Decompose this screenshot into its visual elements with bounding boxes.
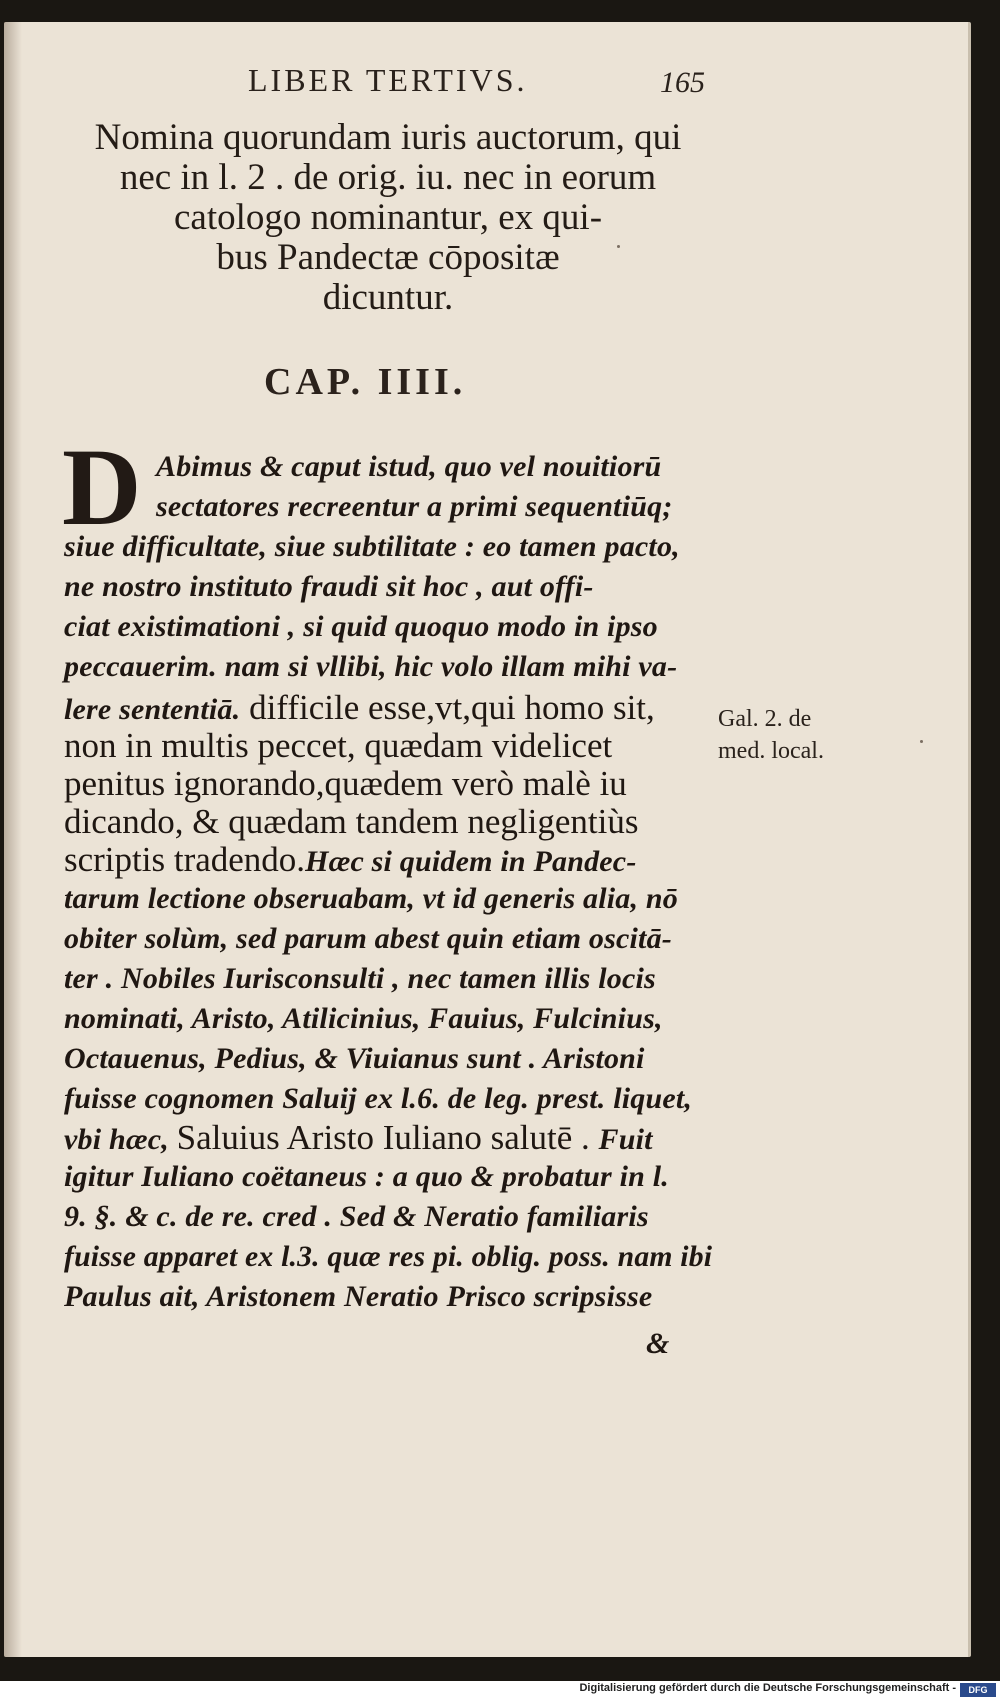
body-line: [64, 802, 638, 842]
italic-run: Fuit: [598, 1123, 653, 1156]
italic-run: ciat existimationi , si quid quoquo modo in ipso: [64, 610, 658, 643]
roman-run: non in multis peccet, quædam videlicet: [64, 726, 613, 765]
italic-run: 9. §. & c. de re. cred . Sed & Neratio familiaris: [64, 1200, 649, 1233]
body-line: [64, 880, 678, 916]
body-line: [64, 840, 637, 880]
body-line: [64, 1158, 669, 1194]
italic-run: siue difficultate, siue subtilitate : eo tamen pacto,: [64, 530, 680, 563]
italic-run: nominati,: [64, 1002, 192, 1035]
italic-run: obiter solùm, sed parum abest quin etiam oscitā-: [64, 922, 672, 955]
body-line: [64, 1000, 663, 1036]
body-line: [64, 1238, 712, 1274]
heading-line: catologo nominantur, ex qui-: [173, 197, 603, 238]
catchword: &: [646, 1327, 670, 1360]
dfg-logo: DFG: [960, 1683, 996, 1697]
italic-run: vbi hæc,: [64, 1123, 177, 1156]
body-line: [64, 1040, 645, 1076]
heading-line: bus Pandectæ cōpositæ: [216, 237, 560, 278]
italic-run: Paulus ait, Aristonem Neratio Prisco scripsisse: [64, 1280, 653, 1313]
body-line: [64, 1080, 692, 1116]
body-line: [64, 960, 656, 996]
heading-line: Nomina quorundam iuris auctorum, qui: [94, 117, 682, 158]
italic-run: peccauerim. nam si vllibi, hic volo illam mihi va-: [64, 650, 678, 683]
roman-run: scriptis tradendo.: [64, 840, 306, 879]
italic-run: tarum lectione obseruabam, vt id generis alia, nō: [64, 882, 678, 915]
italic-run: ne nostro instituto fraudi sit hoc , aut offi-: [64, 570, 594, 603]
body-line: [64, 608, 658, 644]
body-line: [64, 688, 655, 728]
page-number: 165: [660, 66, 705, 99]
italic-run: Abimus & caput istud, quo vel nouitiorū: [156, 450, 662, 483]
chapter-heading: [58, 118, 718, 318]
body-line: [64, 1198, 649, 1234]
gutter-shadow: [4, 22, 22, 1657]
drop-capital: D: [62, 426, 142, 548]
italic-run: fuisse cognomen Saluij ex l.6. de leg. prest. liquet,: [64, 1082, 693, 1115]
heading-line: dicuntur.: [322, 277, 454, 318]
italic-run: lere sententiā.: [64, 693, 241, 726]
margin-note-line: med. local.: [718, 738, 824, 764]
body-line: [64, 568, 594, 604]
italic-run: Hæc si quidem in Pandec-: [305, 845, 637, 878]
body-line: [64, 1118, 653, 1158]
body-line: [64, 528, 680, 564]
digitization-footer: [0, 1681, 1000, 1699]
chapter-number: CAP. IIII.: [264, 361, 467, 403]
funding-credit: Digitalisierung gefördert durch die Deutsche Forschungsgemeinschaft -: [579, 1682, 956, 1694]
ink-speck: [920, 740, 923, 743]
italic-run: fuisse apparet ex l.3. quæ res pi. oblig. poss. nam ibi: [64, 1240, 713, 1273]
roman-run: penitus ignorando,quædem verò malè iu: [64, 764, 627, 803]
body-line: [156, 488, 673, 524]
roman-run: Saluius Aristo Iuliano salutē .: [176, 1118, 599, 1157]
ink-speck: [617, 245, 620, 248]
italic-run: Atilicinius, Fauius, Fulcinius,: [282, 1002, 663, 1035]
body-line: [64, 726, 612, 766]
italic-run: sectatores recreentur a primi sequentiūq;: [156, 490, 673, 523]
italic-run: Aristo,: [191, 1002, 283, 1035]
italic-run: igitur Iuliano coëtaneus : a quo & probatur in l.: [64, 1160, 669, 1193]
running-title: LIBER TERTIVS.: [248, 62, 528, 98]
roman-run: dicando, & quædam tandem negligentiùs: [64, 802, 639, 841]
italic-run: ter . Nobiles Iurisconsulti , nec tamen illis locis: [64, 962, 656, 995]
body-line: [64, 764, 627, 804]
margin-note-line: Gal. 2. de: [718, 706, 812, 732]
roman-run: difficile esse,vt,qui homo sit,: [240, 688, 655, 727]
body-line: [64, 648, 677, 684]
body-line: [64, 920, 672, 956]
heading-line: nec in l. 2 . de orig. iu. nec in eorum: [119, 157, 657, 198]
body-line: [156, 448, 661, 484]
italic-run: Octauenus, Pedius, & Viuianus sunt . Aristoni: [64, 1042, 645, 1075]
body-line: [64, 1278, 652, 1314]
